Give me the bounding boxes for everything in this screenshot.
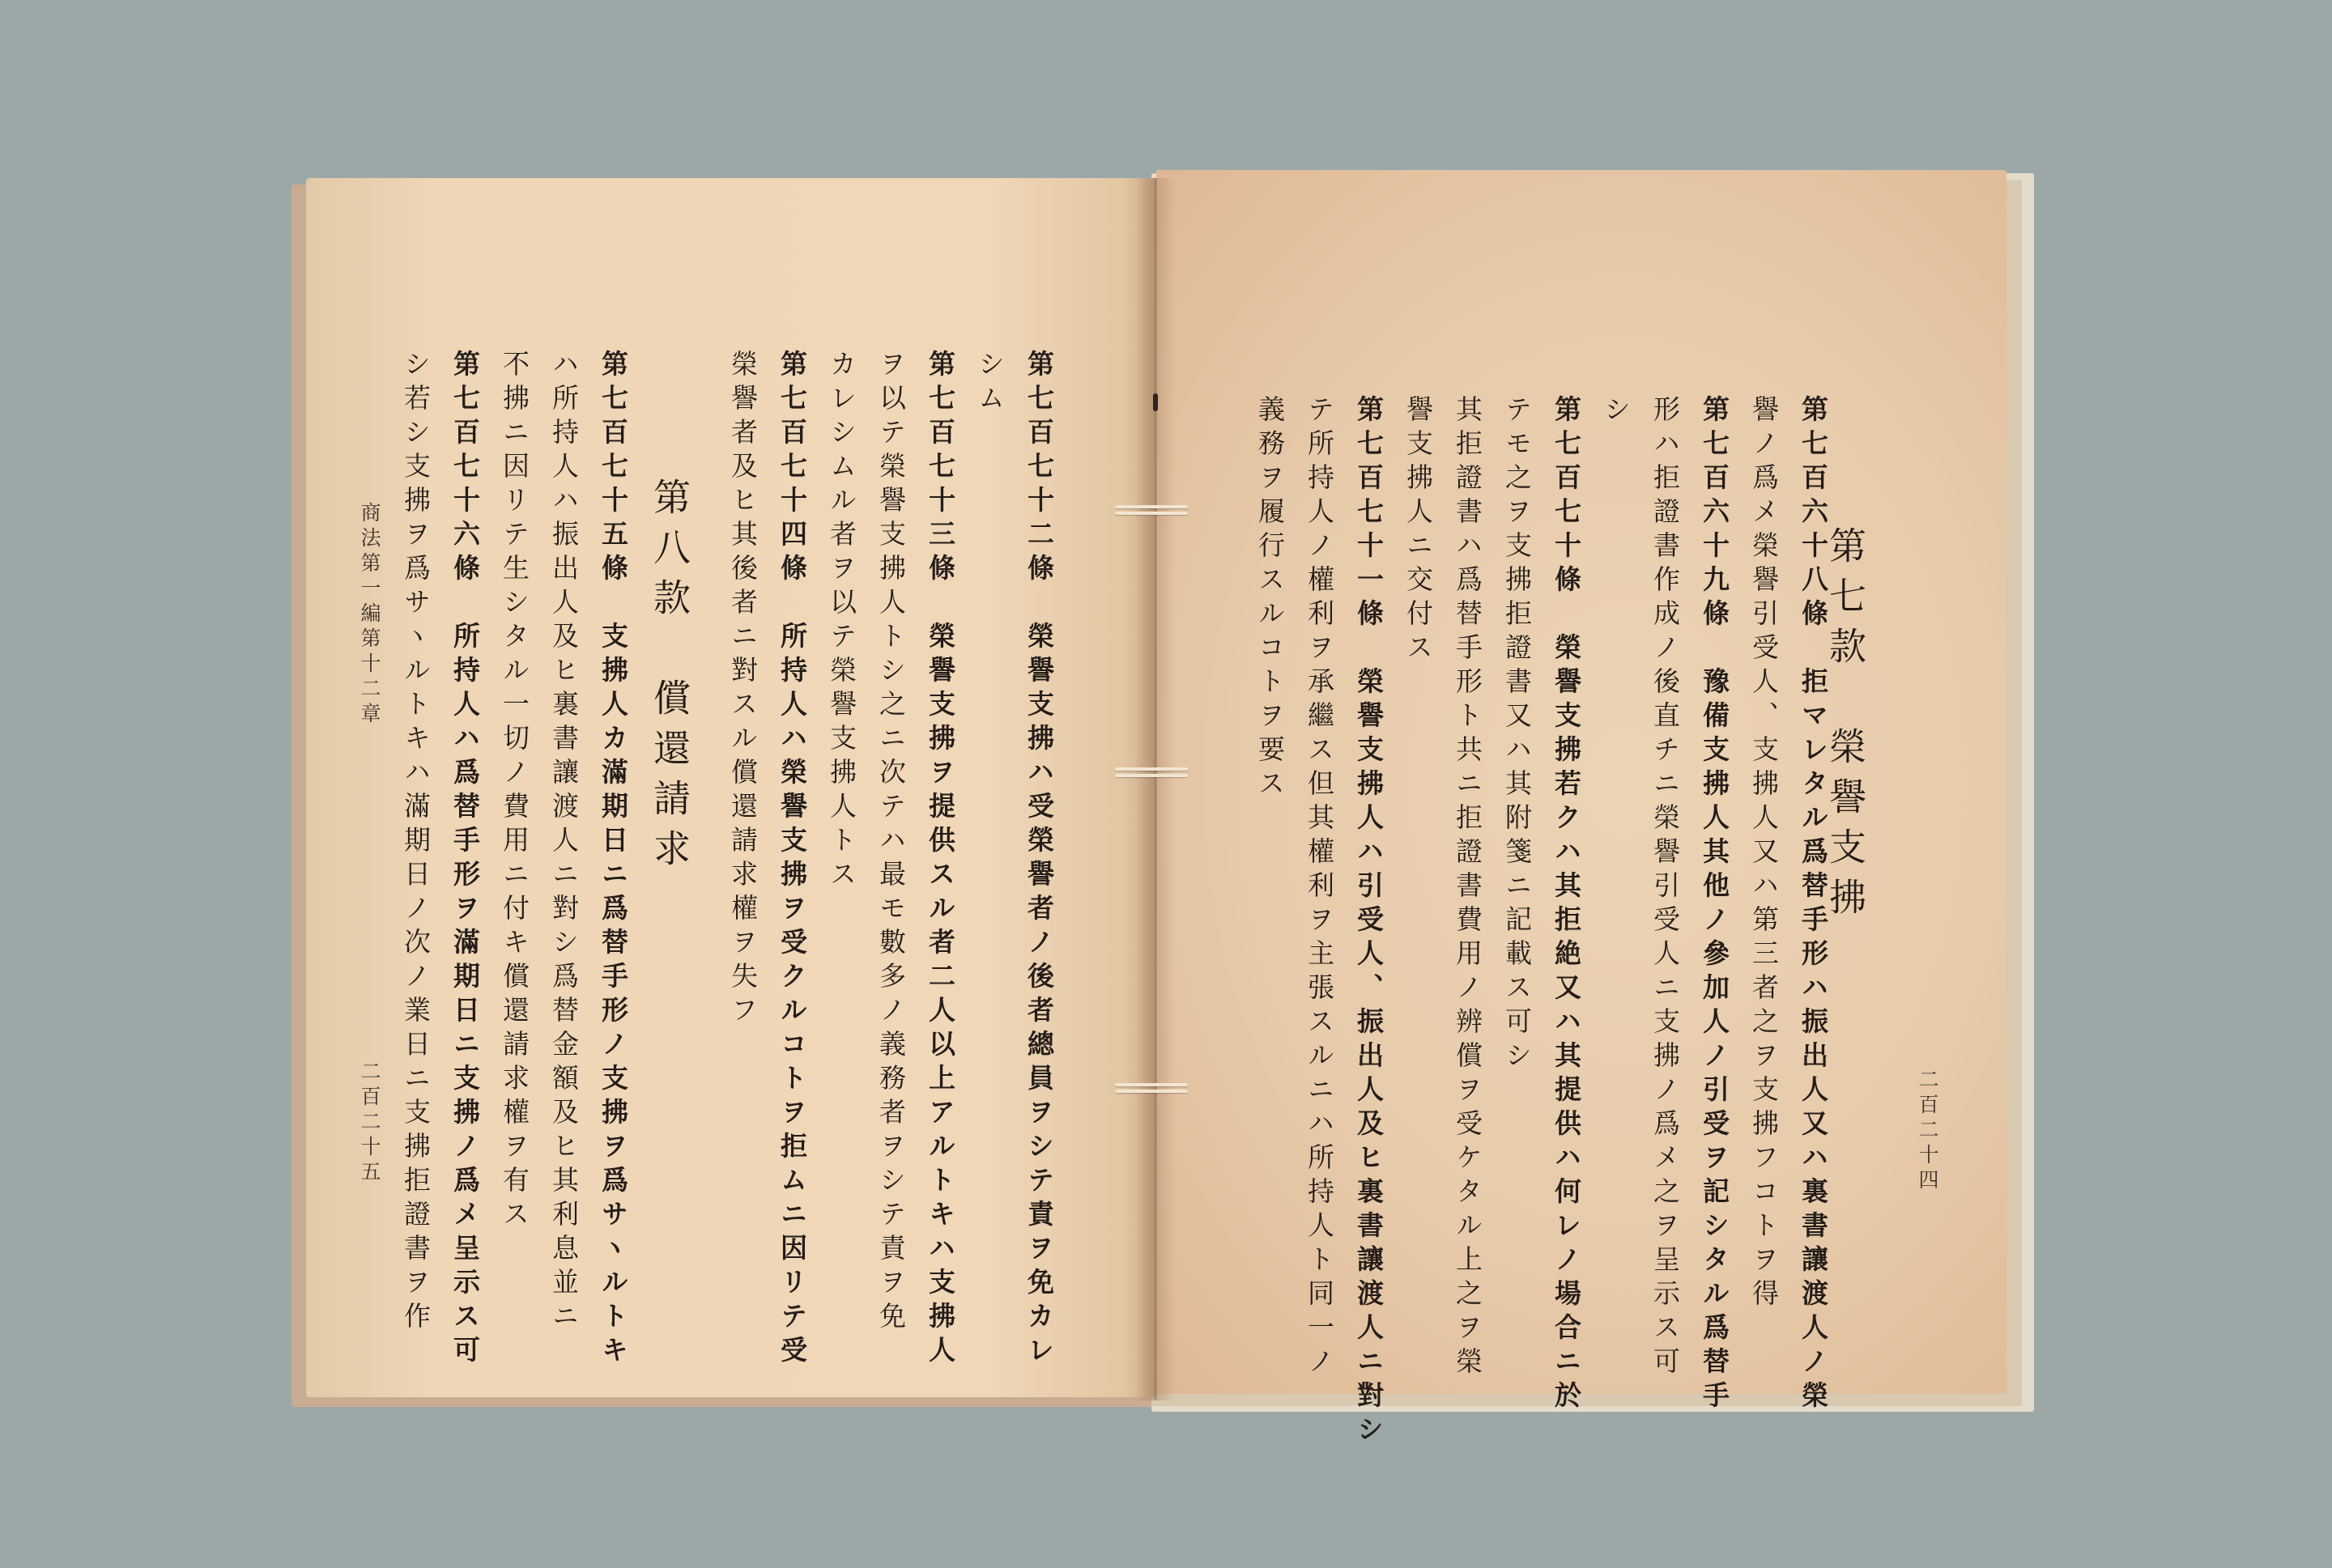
binding-stitch [1115, 1081, 1188, 1096]
text-column: シ [1600, 395, 1632, 429]
text-column: 第七百七十一條 榮譽支拂人ハ引受人、振出人及ヒ裏書讓渡人ニ對シ [1353, 395, 1385, 1449]
text-column: 第七百七十條 榮譽支拂若クハ其拒絶又ハ其提供ハ何レノ場合ニ於 [1551, 395, 1582, 1415]
section-heading: 第七款 榮譽支拂 [1823, 526, 1867, 928]
left-page [306, 178, 1156, 1397]
text-column: 義務ヲ履行スルコトヲ要ス [1254, 395, 1286, 803]
book-spine [1135, 178, 1176, 1400]
binding-stitch [1115, 504, 1188, 518]
text-column: カレシムル者ヲ以テ榮譽支拂人トス [826, 350, 857, 894]
text-column: 形ハ拒證書作成ノ後直チニ榮譽引受人ニ支拂ノ爲メ之ヲ呈示ス可 [1649, 395, 1681, 1381]
text-column: 第七百六十八條 拒マレタル爲替手形ハ振出人又ハ裏書讓渡人ノ榮 [1798, 395, 1829, 1415]
page-number: 二百二十四 [1916, 1069, 1939, 1194]
text-column: 第七百七十二條 榮譽支拂ハ受榮譽者ノ後者總員ヲシテ責ヲ免カレ [1023, 350, 1055, 1370]
text-column: 其拒證書ハ爲替手形ト共ニ拒證書費用ノ辨償ヲ受ケタル上之ヲ榮 [1452, 395, 1483, 1381]
text-column: 第七百七十四條 所持人ハ榮譽支拂ヲ受クルコトヲ拒ムニ因リテ受 [777, 350, 808, 1370]
text-column: 第七百六十九條 豫備支拂人其他ノ參加人ノ引受ヲ記シタル爲替手 [1699, 395, 1730, 1415]
running-title: 商法第一編第十二章 [358, 502, 381, 728]
text-column: テ所持人ノ權利ヲ承繼ス但其權利ヲ主張スルニハ所持人ト同一ノ [1304, 395, 1335, 1381]
open-book [301, 167, 2018, 1449]
text-column: シム [974, 350, 1006, 418]
text-column: 榮譽者及ヒ其後者ニ對スル償還請求權ヲ失フ [727, 350, 759, 1030]
text-column: ハ所持人ハ振出人及ヒ裏書讓渡人ニ對シ爲替金額及ヒ其利息並ニ [548, 350, 580, 1336]
right-page [1156, 170, 2006, 1449]
binding-hole [1153, 393, 1158, 411]
section-heading: 第八款 償還請求 [648, 478, 692, 879]
text-column: ヲ以テ榮譽支拂人トシ之ニ次テハ最モ數多ノ義務者ヲシテ責ヲ免 [875, 350, 907, 1336]
text-column: 譽ノ爲メ榮譽引受人、支拂人又ハ第三者之ヲ支拂フコトヲ得 [1748, 395, 1780, 1313]
text-column: 第七百七十五條 支拂人カ滿期日ニ爲替手形ノ支拂ヲ爲サヽルトキ [598, 350, 629, 1370]
text-column: テモ之ヲ支拂拒證書又ハ其附箋ニ記載ス可シ [1501, 395, 1533, 1075]
text-column: 不拂ニ因リテ生シタル一切ノ費用ニ付キ償還請求權ヲ有ス [499, 350, 530, 1234]
page-number: 二百二十五 [358, 1060, 381, 1186]
text-column: シ若シ支拂ヲ爲サヽルトキハ滿期日ノ次ノ業日ニ支拂拒證書ヲ作 [400, 350, 432, 1336]
text-column: 譽支拂人ニ交付ス [1402, 395, 1434, 667]
text-column: 第七百七十六條 所持人ハ爲替手形ヲ滿期日ニ支拂ノ爲メ呈示ス可 [449, 350, 481, 1370]
binding-stitch [1115, 766, 1188, 780]
text-column: 第七百七十三條 榮譽支拂ヲ提供スル者二人以上アルトキハ支拂人 [925, 350, 956, 1370]
